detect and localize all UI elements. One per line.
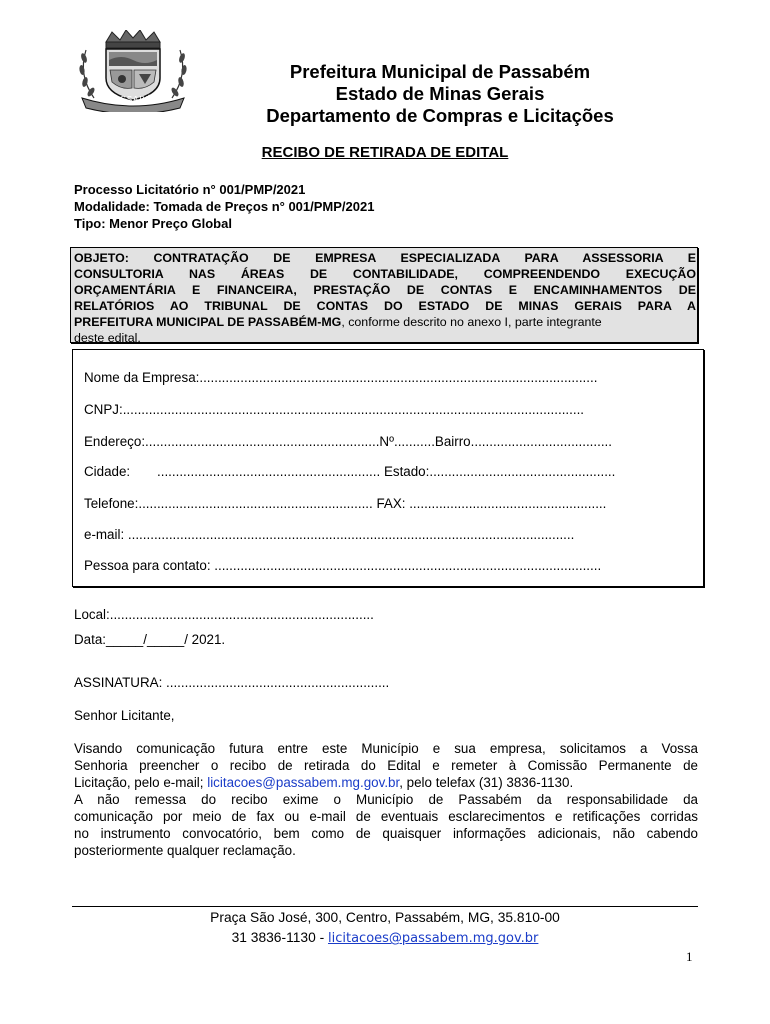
document-title: RECIBO DE RETIRADA DE EDITAL	[261, 144, 509, 161]
objeto-line-5	[74, 314, 696, 330]
field-data[interactable]: Data:_____/_____/ 2021.	[74, 632, 226, 647]
field-cnpj[interactable]: CNPJ:............................................................................................................................	[84, 402, 585, 417]
field-telefone-fax[interactable]: Telefone:............................................................... FAX: .....................................................	[84, 496, 607, 511]
objeto-line-5-rest: , conforme descrito no anexo I, parte integrante	[341, 315, 602, 329]
paragraph-1-line-2: Senhoria preencher o recibo de retirada do Edital e remeter à Comissão Permanente de	[74, 758, 698, 773]
salutation: Senhor Licitante,	[74, 708, 175, 723]
field-local[interactable]: Local:.......................................................................	[74, 607, 374, 622]
paragraph-2-line-3: no instrumento convocatório, bem como de quaisquer informações adicionais, não cabendo	[74, 826, 698, 841]
page-number: 1	[686, 949, 693, 964]
footer-email-link[interactable]: licitacoes@passabem.mg.gov.br	[328, 931, 539, 946]
footer-divider	[72, 906, 698, 907]
tipo: Tipo: Menor Preço Global	[74, 216, 232, 231]
field-cidade-label: Cidade:	[84, 464, 131, 479]
objeto-line-5-bold: PREFEITURA MUNICIPAL DE PASSABÉM-MG	[74, 315, 342, 329]
objeto-line-1: OBJETO: CONTRATAÇÃO DE EMPRESA ESPECIALIZADA PARA ASSESSORIA E	[74, 251, 696, 265]
coat-of-arms-caption: PASSABÉM	[108, 95, 160, 104]
field-assinatura[interactable]: ASSINATURA: ............................................................	[74, 675, 390, 690]
field-email[interactable]: e-mail: ........................................................................................................................	[84, 527, 575, 542]
paragraph-1-line-1: Visando comunicação futura entre este Município e sua empresa, solicitamos a Vossa	[74, 741, 698, 756]
processo-licitatorio: Processo Licitatório n° 001/PMP/2021	[74, 182, 306, 197]
paragraph-2-line-4: posteriormente qualquer reclamação.	[74, 843, 296, 858]
footer-contact	[72, 930, 698, 946]
footer-phone: 31 3836-1130 -	[231, 930, 329, 945]
header-department: Departamento de Compras e Licitações	[266, 105, 614, 126]
footer-address: Praça São José, 300, Centro, Passabém, MG, 35.810-00	[210, 910, 560, 925]
paragraph-1-line-3-post: , pelo telefax (31) 3836-1130.	[399, 775, 574, 790]
field-nome-empresa[interactable]: Nome da Empresa:...........................................................................................................	[84, 370, 598, 385]
field-endereco[interactable]: Endereço:...............................................................Nº...........Bairro......................................	[84, 434, 613, 449]
modalidade: Modalidade: Tomada de Preços n° 001/PMP/2021	[74, 199, 375, 214]
objeto-line-4: RELATÓRIOS AO TRIBUNAL DE CONTAS DO ESTADO DE MINAS GERAIS PARA A	[74, 299, 696, 313]
field-cidade-estado[interactable]: ............................................................ Estado:..................................................	[157, 464, 616, 479]
objeto-line-2: CONSULTORIA NAS ÁREAS DE CONTABILIDADE, COMPREENDENDO EXECUÇÃO	[74, 267, 696, 281]
email-link[interactable]: licitacoes@passabem.mg.gov.br	[207, 775, 400, 790]
header-municipality: Prefeitura Municipal de Passabém	[289, 61, 591, 82]
objeto-line-3: ORÇAMENTÁRIA E FINANCEIRA, PRESTAÇÃO DE CONTAS E ENCAMINHAMENTOS DE	[74, 283, 696, 297]
paragraph-1-line-3	[74, 775, 698, 791]
header-state: Estado de Minas Gerais	[335, 83, 545, 104]
objeto-line-6: deste edital.	[74, 331, 141, 345]
paragraph-2-line-1: A não remessa do recibo exime o Município de Passabém da responsabilidade da	[74, 792, 698, 807]
paragraph-2-line-2: comunicação por meio de fax ou e-mail de eventuais esclarecimentos e retificações corridas	[74, 809, 698, 824]
paragraph-1-line-3-pre: Licitação, pelo e-mail;	[74, 775, 208, 790]
field-pessoa-contato[interactable]: Pessoa para contato: ........................................................................................................	[84, 558, 602, 573]
